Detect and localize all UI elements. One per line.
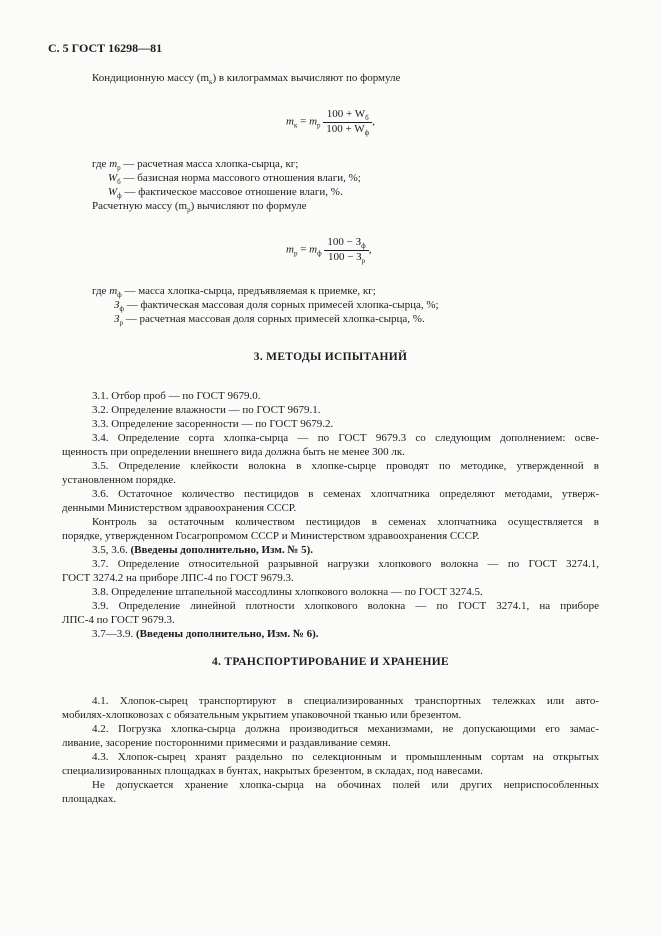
item-3-9-line2: ЛПС-4 по ГОСТ 9679.3. [62,614,175,626]
item-4-1-line2: мобилях-хлопковозах с обязательным укрытием упаковочной тканью или брезентом. [62,709,462,721]
item-3-3: 3.3. Определение засоренности — по ГОСТ 9679.2. [92,418,334,430]
item-3-9-line1: 3.9. Определение линейной плотности хлопкового волокна — по ГОСТ 3274.1, на приборе [92,600,599,612]
formula1-intro-sub: к [209,78,213,86]
formula1-equals: = [297,115,310,128]
section3-title: 3. МЕТОДЫ ИСПЫТАНИЙ [253,351,408,363]
where1-text-3: — фактическое массовое отношение влаги, %. [121,186,343,198]
item-3-2: 3.2. Определение влажности — по ГОСТ 9679.1. [92,404,321,416]
where1-line-1 [92,158,298,172]
control-para-line1: Контроль за остаточным количеством пестицидов в семенах хлопчатника осуществляется в [92,516,599,528]
formula1-rhs: m [309,115,318,128]
formula1-end: , [372,115,375,128]
amendment-5-num: 3.5, 3.6. [92,544,131,556]
amendment-6-text: (Введены дополнительно, Изм. № 6). [136,628,319,640]
formula2-den-text: 100 − З [327,250,362,263]
amendment-6-num: 3.7—3.9. [92,628,136,640]
amendment-5 [92,544,313,558]
formula2-equals: = [297,243,310,256]
where1-sym-3: W [108,186,118,198]
formula2-rhs: m [309,243,318,256]
amendment-6 [92,628,319,642]
where2-text-3: — расчетная массовая доля сорных примесей хлопка-сырца, %. [122,313,425,325]
where2-text-1: — масса хлопка-сырца, предъявляемая к приемке, кг; [121,285,376,297]
formula1-intro-end: ) в килограммах вычисляют по формуле [212,72,401,84]
formula1-fraction [323,108,372,136]
formula2-fraction [324,236,368,264]
where1-sub-2: б [117,178,121,186]
where2-prefix: где [92,285,110,297]
formula2-intro-end: ) вычисляют по формуле [190,200,307,212]
formula2-num-text: 100 − З [327,236,362,248]
formula1-intro-text: Кондиционную массу (m [92,72,210,84]
formula2-lhs-sub: р [293,249,298,258]
storage-para-line2: площадках. [62,793,117,805]
formula1-num-sub: б [365,114,369,122]
item-3-4-line1: 3.4. Определение сорта хлопка-сырца — по ГОСТ 9679.3 со следующим дополнением: осве- [92,432,599,444]
where1-sub-1: р [117,164,121,172]
where2-line-1 [92,285,376,299]
formula2-numerator [324,236,368,251]
formula2-num-sub: ф [361,242,366,250]
where1-sub-3: ф [117,192,122,200]
page-header: С. 5 ГОСТ 16298—81 [48,41,163,55]
where1-text-1: — расчетная масса хлопка-сырца, кг; [120,158,299,170]
formula1-den-sub: ф [364,128,370,137]
where1-sym-2: W [108,172,118,184]
where2-line-3 [114,313,425,327]
item-3-6-line2: денными Министерством здравоохранения СССР. [62,502,297,514]
where1-line-2 [108,172,361,186]
item-3-8: 3.8. Определение штапельной массодлины хлопкового волокна — по ГОСТ 3274.5. [92,586,483,598]
where2-line-2 [114,299,439,313]
formula2-intro [92,200,307,214]
amendment-5-text: (Введены дополнительно, Изм. № 5). [130,544,314,556]
formula2-den-sub: р [361,256,366,265]
item-4-3-line2: специализированных площадках в бунтах, накрытых брезентом, в складах, под навесами. [62,765,483,777]
formula2-intro-sub: р [187,206,191,214]
where2-text-2: — фактическая массовая доля сорных примесей хлопка-сырца, %; [124,299,439,311]
item-3-5-line1: 3.5. Определение клейкости волокна в хлопке-сырце проводят по методике, утвержденной в [92,460,599,472]
item-3-6-line1: 3.6. Остаточное количество пестицидов в семенах хлопчатника определяют методами, утверж- [92,488,599,500]
formula1 [286,108,375,136]
formula1-num-text: 100 + W [326,108,366,120]
formula1-lhs-sub: к [293,121,298,130]
formula1-rhs-sub: р [317,121,321,130]
formula1-den-text: 100 + W [326,122,365,135]
where1-line-3 [108,186,343,200]
formula2-end: , [368,243,372,256]
where1-text-2: — базисная норма массового отношения влаги, %; [120,172,361,184]
formula1-intro [92,72,400,86]
formula2-intro-text: Расчетную массу (m [92,200,188,212]
item-3-5-line2: установленном порядке. [62,474,177,486]
item-3-7-line2: ГОСТ 3274.2 на приборе ЛПС-4 по ГОСТ 9679.3. [62,572,294,584]
item-4-3-line1: 4.3. Хлопок-сырец хранят раздельно по селекционным и промышленным сортам на открытых [92,751,599,763]
storage-para-line1: Не допускается хранение хлопка-сырца на обочинах полей или других неприспособленных [92,779,599,791]
item-4-1-line1: 4.1. Хлопок-сырец транспортируют в специализированных транспортных тележках или авто- [92,695,599,707]
item-4-2-line2: ливание, засорение посторонними примесями и раздавливание семян. [62,737,391,749]
formula2-denominator [324,251,368,265]
where1-sym-1: m [109,158,118,170]
formula1-lhs: m [286,115,294,128]
where2-sub-2: ф [119,305,124,313]
control-para-line2: порядке, утвержденном Госагропромом СССР и Министерством здравоохранения СССР. [62,530,480,542]
formula2-rhs-sub: ф [317,249,322,258]
item-4-2-line1: 4.2. Погрузка хлопка-сырца должна производиться механизмами, не допускающими его замас- [92,723,599,735]
formula1-numerator [323,108,372,123]
where2-sym-3: З [114,313,120,325]
formula1-denominator [323,123,372,137]
formula2 [286,236,371,264]
item-3-7-line1: 3.7. Определение относительной разрывной нагрузки хлопкового волокна — по ГОСТ 3274.1, [92,558,599,570]
formula2-lhs: m [286,243,294,256]
where2-sym-1: m [109,285,118,297]
where2-sub-1: ф [117,291,122,299]
item-3-4-line2: щенность при определении внешнего вида должна быть не менее 300 лк. [62,446,405,458]
where2-sym-2: З [114,299,120,311]
where2-sub-3: р [119,319,123,327]
where1-prefix: где [92,158,110,170]
item-3-1: 3.1. Отбор проб — по ГОСТ 9679.0. [92,390,261,402]
section4-title: 4. ТРАНСПОРТИРОВАНИЕ И ХРАНЕНИЕ [212,656,449,668]
